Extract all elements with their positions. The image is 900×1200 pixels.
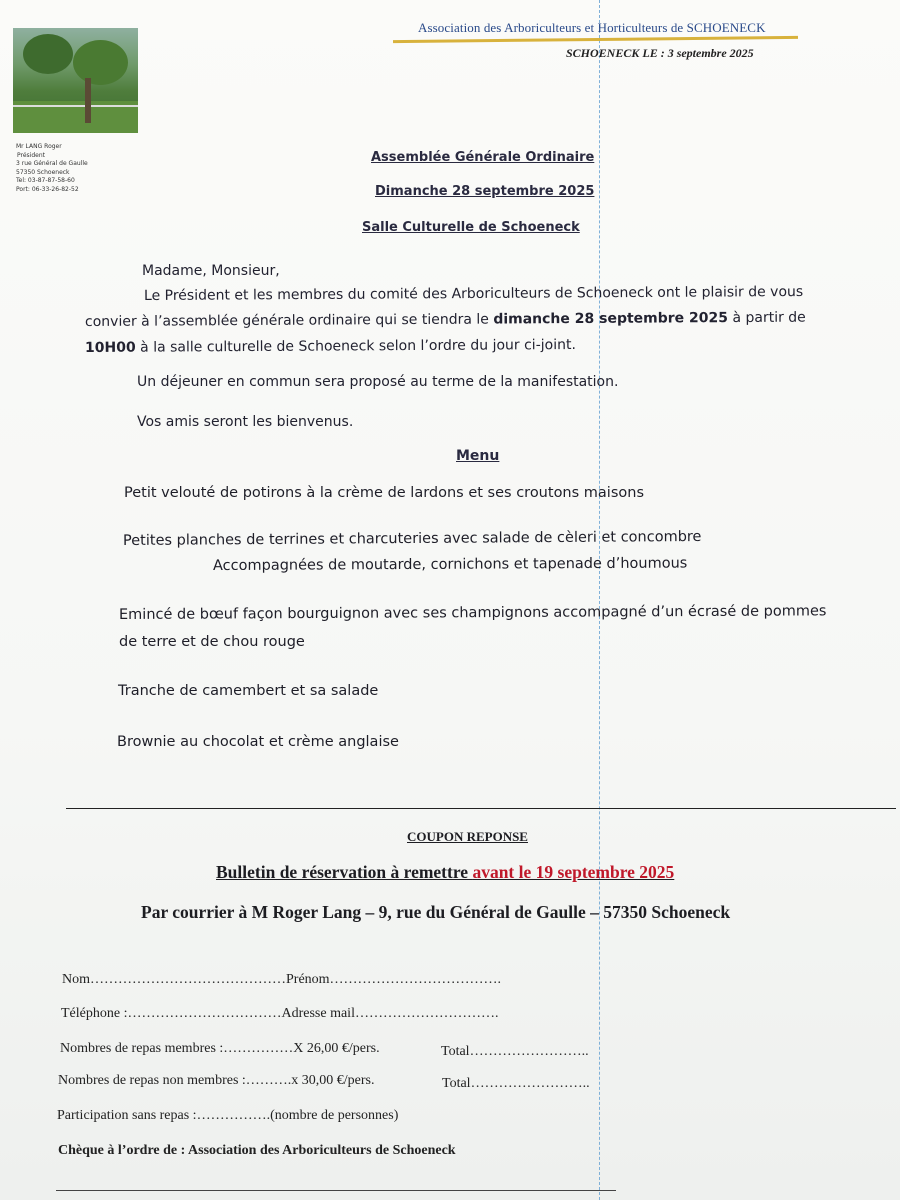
contact-line: Tel: 03-87-87-58-60	[16, 177, 75, 185]
menu-item: Tranche de camembert et sa salade	[118, 683, 379, 699]
event-place: Salle Culturelle de Schoeneck	[362, 220, 580, 235]
menu-heading: Menu	[456, 448, 500, 464]
member-total-field[interactable]: Total……………………..	[441, 1044, 589, 1059]
page-fold-line	[599, 0, 600, 1200]
menu-item: Petites planches de terrines et charcuteries avec salade de cèleri et concombre	[122, 528, 702, 549]
text-span: à la salle culturelle de Schoeneck selon l’ordre du jour ci-joint.	[135, 337, 576, 356]
greeting: Madame, Monsieur,	[142, 263, 280, 279]
contact-line: 57350 Schoeneck	[16, 168, 70, 176]
coupon-title: COUPON REPONSE	[407, 829, 528, 844]
start-time: 10H00	[84, 339, 136, 356]
menu-item: Emincé de bœuf façon bourguignon avec ses champignons accompagné d’un écrasé de pommes	[118, 603, 827, 623]
president-contact	[16, 143, 136, 195]
association-name: Association des Arboriculteurs et Horticulteurs de SCHOENECK	[418, 20, 766, 35]
orchard-photo	[13, 28, 138, 133]
contact-line: Mr LANG Roger	[16, 143, 62, 150]
cheque-payee: Chèque à l’ordre de : Association des Arboriculteurs de Schoeneck	[58, 1143, 456, 1158]
text-span: convier à l’assemblée générale ordinaire qui se tiendra le	[84, 311, 494, 330]
paragraph-line	[85, 337, 576, 356]
menu-item: Petit velouté de potirons à la crème de lardons et ses croutons maisons	[124, 485, 644, 501]
paragraph-line	[85, 310, 806, 330]
non-member-total-field[interactable]: Total……………………..	[442, 1076, 590, 1091]
deadline-date: avant le 19 septembre 2025	[472, 862, 675, 882]
menu-item: Brownie au chocolat et crème anglaise	[117, 734, 399, 750]
event-date: Dimanche 28 septembre 2025	[375, 184, 595, 199]
contact-line: Port: 06-33-26-82-52	[16, 185, 79, 193]
event-date-bold: dimanche 28 septembre 2025	[493, 310, 729, 328]
member-meals-field[interactable]: Nombres de repas membres :……………X 26,00 €/pers.	[60, 1041, 380, 1056]
paragraph-line: Vos amis seront les bienvenus.	[137, 414, 354, 430]
text-span: à partir de	[727, 309, 806, 327]
booking-deadline	[216, 862, 674, 883]
no-meal-participation-field[interactable]: Participation sans repas :…………….(nombre de personnes)	[57, 1108, 399, 1123]
paragraph-line: Un déjeuner en commun sera proposé au terme de la manifestation.	[137, 374, 619, 390]
name-field[interactable]: Nom……………………………………Prénom……………………………….	[62, 972, 502, 987]
text-span: Bulletin de réservation à remettre	[216, 862, 473, 882]
menu-item: Accompagnées de moutarde, cornichons et tapenade d’houmous	[212, 555, 688, 574]
paragraph-line: Le Président et les membres du comité des Arboriculteurs de Schoeneck ont le plaisir de vous	[143, 283, 804, 304]
phone-email-field[interactable]: Téléphone :……………………………Adresse mail………………………….	[61, 1006, 499, 1021]
non-member-meals-field[interactable]: Nombres de repas non membres :……….x 30,00 €/pers.	[58, 1073, 375, 1088]
event-title: Assemblée Générale Ordinaire	[371, 150, 595, 165]
letter-date: SCHOENECK LE : 3 septembre 2025	[566, 46, 754, 60]
contact-line: Président	[17, 151, 45, 159]
contact-line: 3 rue Général de Gaulle	[16, 160, 88, 168]
cut-line	[66, 808, 896, 809]
bottom-rule	[56, 1190, 616, 1191]
menu-item: de terre et de chou rouge	[119, 634, 305, 650]
mailing-address: Par courrier à M Roger Lang – 9, rue du Général de Gaulle – 57350 Schoeneck	[141, 902, 731, 922]
header-rule	[393, 36, 798, 43]
